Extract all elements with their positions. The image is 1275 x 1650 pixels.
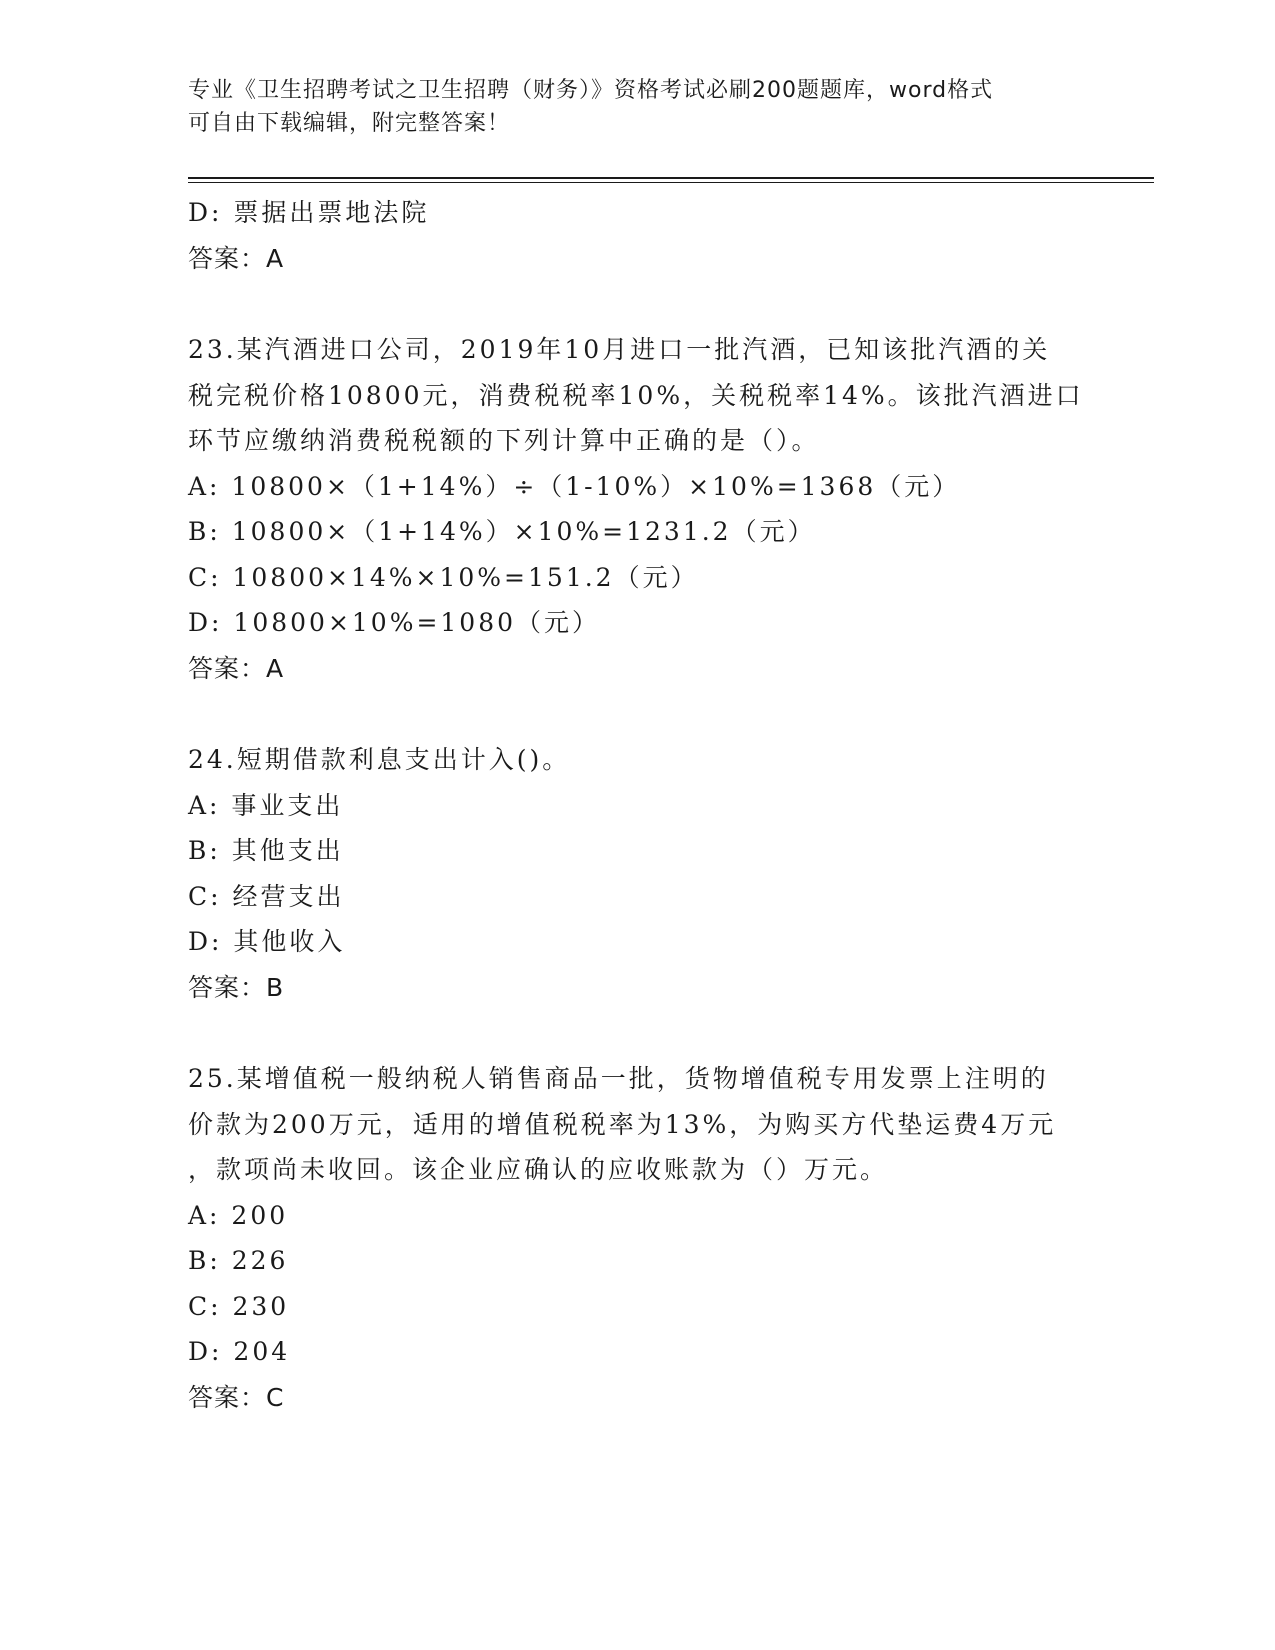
option-line: D: 票据出票地法院 (188, 198, 430, 227)
option-line: A: 200 (188, 1200, 289, 1230)
answer-line: 答案：A (188, 653, 285, 683)
question-24 (188, 737, 1088, 1010)
option-line: B: 其他支出 (188, 836, 344, 865)
option-line: C: 经营支出 (188, 881, 345, 911)
answer-line: 答案：A (188, 243, 285, 273)
header-title-line-1: 专业《卫生招聘考试之卫生招聘（财务）》资格考试必刷200题题库，word格式 (188, 78, 994, 103)
option-line: B: 226 (188, 1246, 289, 1275)
option-line: C: 10800×14%×10%=151.2（元） (188, 562, 699, 592)
option-line: D: 204 (188, 1337, 291, 1366)
option-line: C: 230 (188, 1291, 290, 1321)
question-text-line: 税完税价格10800元，消费税税率10%，关税税率14%。该批汽酒进口 (188, 380, 1084, 410)
answer-line: 答案：B (188, 972, 285, 1002)
document-header (188, 74, 1088, 140)
question-text-line: ，款项尚未收回。该企业应确认的应收账款为（）万元。 (188, 1155, 889, 1184)
option-line: D: 其他收入 (188, 927, 346, 956)
question-22-tail (188, 190, 1088, 281)
header-rule-thin (188, 182, 1154, 183)
document-body (188, 190, 1088, 1466)
option-line: A: 10800×（1+14%）÷（1-10%）×10%=1368（元） (188, 471, 961, 501)
header-title-line-2: 可自由下载编辑，附完整答案！ (188, 111, 511, 136)
question-text-line: 24.短期借款利息支出计入()。 (188, 745, 571, 774)
question-text-line: 23.某汽酒进口公司，2019年10月进口一批汽酒，已知该批汽酒的关 (188, 335, 1051, 364)
question-text-line: 环节应缴纳消费税税额的下列计算中正确的是（）。 (188, 426, 820, 455)
question-text-line: 价款为200万元，适用的增值税税率为13%，为购买方代垫运费4万元 (188, 1109, 1057, 1139)
answer-line: 答案：C (188, 1382, 285, 1412)
header-rule-thick (188, 177, 1154, 179)
option-line: B: 10800×（1+14%）×10%=1231.2（元） (188, 517, 816, 546)
question-25 (188, 1056, 1088, 1420)
option-line: D: 10800×10%=1080（元） (188, 608, 601, 637)
question-23 (188, 327, 1088, 691)
question-text-line: 25.某增值税一般纳税人销售商品一批，货物增值税专用发票上注明的 (188, 1064, 1049, 1093)
option-line: A: 事业支出 (188, 790, 344, 820)
